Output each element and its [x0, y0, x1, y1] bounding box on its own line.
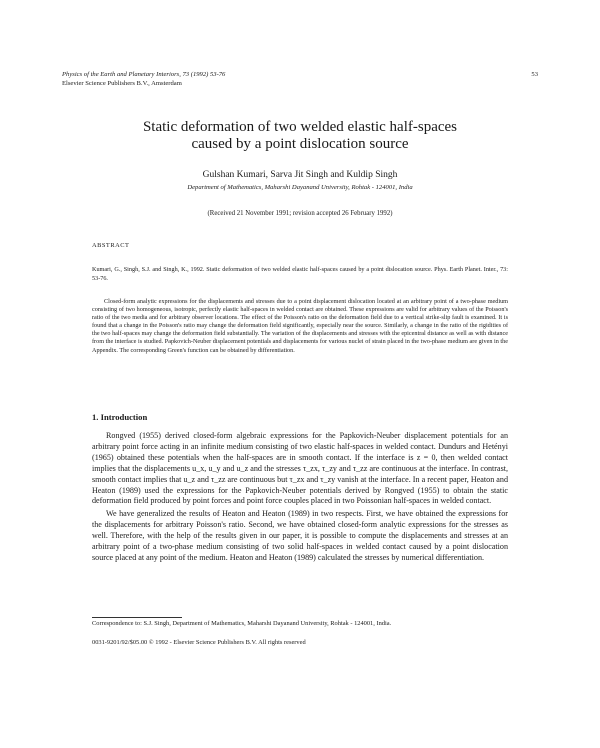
- journal-citation: Physics of the Earth and Planetary Interiors, 73 (1992) 53-76: [62, 71, 226, 78]
- abstract-text: Closed-form analytic expressions for the displacements and stresses due to a point displacement dislocation located at an arbitrary point of a two-phase medium consisting of two homogeneous, isotropic, perfectly elastic half-spaces in welded contact are obtained. These expressions are valid for arbitrary values of the Poisson's ratio of the two media and for arbitrary observer locations. The effect of the Poisson's ratio on the deformation field due to a vertical strike-slip fault is examined. It is found that a change in the Poisson's ratio may change the deformation field significantly, especially near the source. Similarly, a change in the ratio of the rigidities of the two half-spaces may change the deformation field substantially. The variation of the displacements and stresses with the epicentral distance as well as with distance from the interface is studied. Papkovich-Neuber displacement potentials and displacements for various nuclei of strain placed in the two-phase medium are given in the Appendix. The corresponding Green's function can be obtained by differentiation.: [92, 298, 508, 354]
- received-dates: (Received 21 November 1991; revision accepted 26 February 1992): [207, 210, 393, 217]
- paper-title: [62, 119, 538, 153]
- publisher-line: Elsevier Science Publishers B.V., Amsterdam: [62, 80, 182, 87]
- body-text: [92, 431, 508, 566]
- title-line-2: caused by a point dislocation source: [191, 136, 409, 152]
- footnote-rule: [92, 617, 182, 618]
- section-heading: 1. Introduction: [92, 412, 148, 422]
- running-header: [62, 70, 538, 88]
- paragraph: Rongved (1955) derived closed-form algebraic expressions for the Papkovich-Neuber displacement potentials for an arbitrary point force acting in an infinite medium consisting of two elastic half-spaces in welded contact. Dundurs and Hetényi (1965) obtained these potentials when the half-spaces are in smooth contact. If the interface is z = 0, then welded contact implies that the displacements u_x, u_y and u_z and the stresses τ_zx, τ_zy and τ_zz are continuous at the interface. In contrast, smooth contact implies that u_z and τ_zz are continuous but τ_zx and τ_zy vanish at the interface. In a recent paper, Heaton and Heaton (1989) used the expressions for the Papkovich-Neuber potentials derived by Rongved (1955) to obtain the static deformation field produced by point forces and point force couples placed in two Poissonian half-spaces in welded contact.: [92, 431, 508, 506]
- title-line-1: Static deformation of two welded elastic half-spaces: [142, 119, 458, 135]
- citation-block: Kumari, G., Singh, S.J. and Singh, K., 1992. Static deformation of two welded elastic half-spaces caused by a point dislocation source. Phys. Earth Planet. Inter., 73: 53-76.: [92, 266, 508, 282]
- copyright-line: 0031-9201/92/$05.00 © 1992 - Elsevier Science Publishers B.V. All rights reserved: [92, 639, 306, 646]
- author-affiliation: Department of Mathematics, Maharshi Dayanand University, Rohtak - 124001, India: [187, 184, 413, 191]
- abstract-heading: ABSTRACT: [92, 242, 130, 249]
- page-number: 53: [531, 71, 538, 78]
- author-list: Gulshan Kumari, Sarva Jit Singh and Kuldip Singh: [202, 170, 398, 180]
- correspondence-footnote: Correspondence to: S.J. Singh, Department of Mathematics, Maharshi Dayanand University, Rohtak - 124001, India.: [92, 620, 392, 627]
- paragraph: We have generalized the results of Heaton and Heaton (1989) in two respects. First, we have obtained the expressions for the displacements for arbitrary Poisson's ratio. Second, we have obtained closed-form analytic expressions for the stresses as well. Therefore, with the help of the results given in our paper, it is possible to compute the displacements and stresses at an arbitrary point of a two-phase medium consisting of two solid half-spaces in welded contact caused by a point dislocation source placed at any point of the medium. Heaton and Heaton (1989) calculated the stresses by numerical differentiation.: [92, 509, 508, 562]
